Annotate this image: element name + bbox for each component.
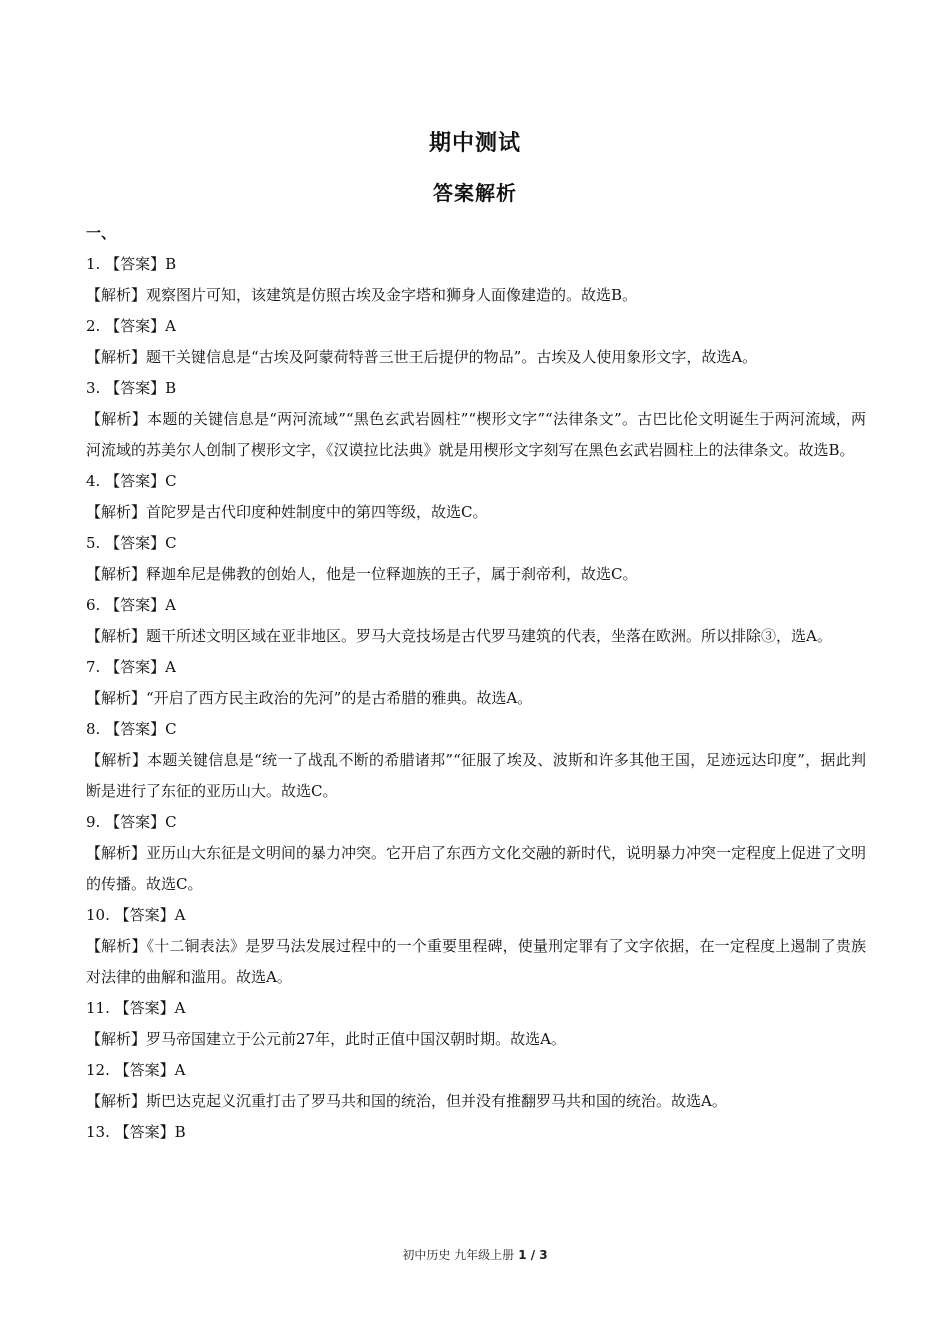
answer-line: 12. 【答案】A: [86, 1061, 186, 1079]
answer-line: 6. 【答案】A: [86, 596, 176, 614]
analysis-line: 【解析】罗马帝国建立于公元前27年，此时正值中国汉朝时期。故选A。: [86, 1030, 566, 1048]
answer-line: 2. 【答案】A: [86, 317, 176, 335]
answer-line: 5. 【答案】C: [86, 534, 177, 552]
section-label: 一、: [86, 224, 117, 242]
analysis-line: 【解析】观察图片可知，该建筑是仿照古埃及金字塔和狮身人面像建造的。故选B。: [86, 286, 638, 304]
answer-content: [86, 218, 866, 1148]
answer-line: 1. 【答案】B: [86, 255, 177, 273]
answer-line: 8. 【答案】C: [86, 720, 177, 738]
page-title: 期中测试: [428, 131, 521, 156]
answer-line: 13. 【答案】B: [86, 1123, 186, 1141]
answer-line: 10. 【答案】A: [86, 906, 186, 924]
answer-list: [86, 249, 866, 1148]
analysis-line: 【解析】《十二铜表法》是罗马法发展过程中的一个重要里程碑，使量刑定罪有了文字依据，在一定程度上遏制了贵族对法律的曲解和滥用。故选A。: [86, 937, 866, 986]
analysis-line: 【解析】本题关键信息是“统一了战乱不断的希腊诸邦”“征服了埃及、波斯和许多其他王国，足迹远达印度”，据此判断是进行了东征的亚历山大。故选C。: [86, 751, 866, 800]
page-footer: [0, 1246, 950, 1263]
answer-line: 4. 【答案】C: [86, 472, 177, 490]
answer-line: 3. 【答案】B: [86, 379, 177, 397]
footer-text: 初中历史 九年级上册: [402, 1248, 515, 1262]
answer-line: 9. 【答案】C: [86, 813, 177, 831]
page-subtitle: 答案解析: [433, 181, 517, 205]
analysis-line: 【解析】斯巴达克起义沉重打击了罗马共和国的统治，但并没有推翻罗马共和国的统治。故选A。: [86, 1092, 727, 1110]
analysis-line: 【解析】首陀罗是古代印度种姓制度中的第四等级，故选C。: [86, 503, 488, 521]
analysis-line: 【解析】题干所述文明区域在亚非地区。罗马大竞技场是古代罗马建筑的代表，坐落在欧洲。所以排除③，选A。: [86, 627, 832, 645]
analysis-line: 【解析】题干关键信息是“古埃及阿蒙荷特普三世王后提伊的物品”。古埃及人使用象形文字，故选A。: [86, 348, 758, 366]
answer-line: 11. 【答案】A: [86, 999, 186, 1017]
analysis-line: 【解析】“开启了西方民主政治的先河”的是古希腊的雅典。故选A。: [86, 689, 533, 707]
analysis-line: 【解析】释迦牟尼是佛教的创始人，他是一位释迦族的王子，属于刹帝利，故选C。: [86, 565, 638, 583]
analysis-line: 【解析】亚历山大东征是文明间的暴力冲突。它开启了东西方文化交融的新时代，说明暴力冲突一定程度上促进了文明的传播。故选C。: [86, 844, 867, 893]
page-number: 1 / 3: [518, 1248, 548, 1262]
answer-line: 7. 【答案】A: [86, 658, 176, 676]
analysis-line: 【解析】本题的关键信息是“两河流域”“黑色玄武岩圆柱”“楔形文字”“法律条文”。古巴比伦文明诞生于两河流域，两河流域的苏美尔人创制了楔形文字，《汉谟拉比法典》就是用楔形文字刻写在黑色玄武岩圆柱上的法律条文。故选B。: [86, 410, 866, 459]
